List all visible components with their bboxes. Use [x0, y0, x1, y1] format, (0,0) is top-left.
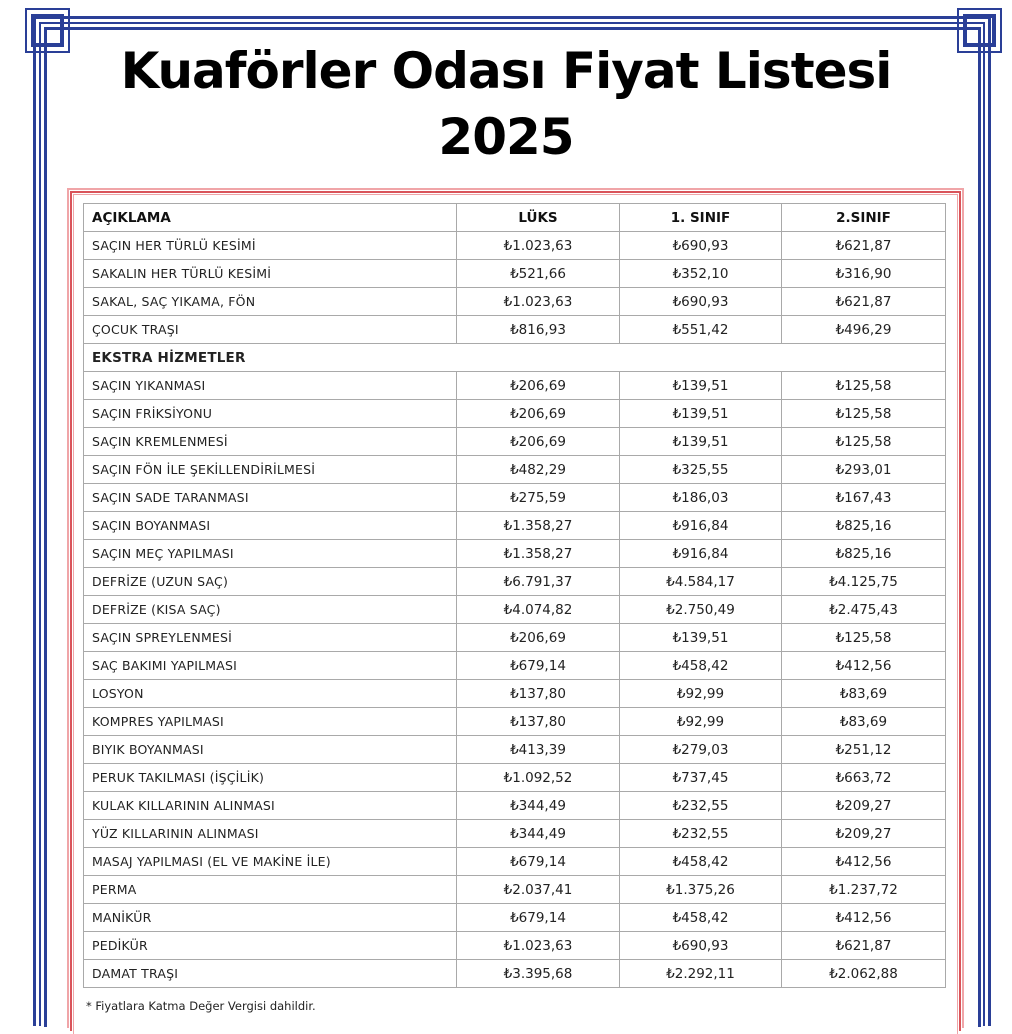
table-row [84, 428, 946, 456]
service-name: PERMA [84, 876, 457, 904]
price-sinif1: ₺2.750,49 [620, 596, 782, 624]
price-luks: ₺679,14 [457, 848, 620, 876]
price-luks: ₺1.358,27 [457, 512, 620, 540]
frame-line [962, 188, 964, 1028]
price-sinif1: ₺92,99 [620, 708, 782, 736]
table-row [84, 260, 946, 288]
frame-line [44, 27, 981, 30]
service-name: SAÇ BAKIMI YAPILMASI [84, 652, 457, 680]
service-name: MASAJ YAPILMASI (EL VE MAKİNE İLE) [84, 848, 457, 876]
table-row [84, 932, 946, 960]
price-sinif2: ₺83,69 [782, 708, 946, 736]
table-row [84, 764, 946, 792]
price-sinif1: ₺92,99 [620, 680, 782, 708]
price-sinif1: ₺186,03 [620, 484, 782, 512]
price-sinif1: ₺232,55 [620, 792, 782, 820]
service-name: LOSYON [84, 680, 457, 708]
price-sinif1: ₺232,55 [620, 820, 782, 848]
service-name: SAÇIN HER TÜRLÜ KESİMİ [84, 232, 457, 260]
service-name: SAKALIN HER TÜRLÜ KESİMİ [84, 260, 457, 288]
table-row [84, 848, 946, 876]
service-name: SAÇIN FÖN İLE ŞEKİLLENDİRİLMESİ [84, 456, 457, 484]
price-sinif2: ₺125,58 [782, 400, 946, 428]
price-table [83, 203, 946, 988]
title-line-2: 2025 [438, 108, 574, 166]
table-row [84, 316, 946, 344]
service-name: DEFRİZE (UZUN SAÇ) [84, 568, 457, 596]
price-sinif1: ₺2.292,11 [620, 960, 782, 988]
table-row [84, 372, 946, 400]
price-sinif2: ₺209,27 [782, 820, 946, 848]
frame-line [67, 188, 69, 1028]
price-luks: ₺2.037,41 [457, 876, 620, 904]
price-sinif1: ₺4.584,17 [620, 568, 782, 596]
service-name: KOMPRES YAPILMASI [84, 708, 457, 736]
price-luks: ₺275,59 [457, 484, 620, 512]
price-sinif2: ₺2.062,88 [782, 960, 946, 988]
frame-line [35, 16, 990, 19]
price-luks: ₺3.395,68 [457, 960, 620, 988]
service-name: SAÇIN YIKANMASI [84, 372, 457, 400]
price-luks: ₺206,69 [457, 624, 620, 652]
price-sinif2: ₺1.237,72 [782, 876, 946, 904]
table-row [84, 876, 946, 904]
price-luks: ₺137,80 [457, 708, 620, 736]
price-sinif1: ₺139,51 [620, 624, 782, 652]
frame-line [978, 27, 981, 1027]
frame-line [959, 191, 961, 1031]
price-sinif1: ₺139,51 [620, 428, 782, 456]
service-name: PERUK TAKILMASI (İŞÇİLİK) [84, 764, 457, 792]
price-sinif2: ₺316,90 [782, 260, 946, 288]
table-row [84, 708, 946, 736]
table-row [84, 820, 946, 848]
price-sinif2: ₺621,87 [782, 232, 946, 260]
price-sinif1: ₺737,45 [620, 764, 782, 792]
price-sinif1: ₺458,42 [620, 652, 782, 680]
table-row [84, 456, 946, 484]
table-row [84, 484, 946, 512]
frame-line [70, 191, 961, 193]
frame-line [44, 27, 47, 1027]
price-sinif2: ₺4.125,75 [782, 568, 946, 596]
price-sinif2: ₺167,43 [782, 484, 946, 512]
price-sinif1: ₺279,03 [620, 736, 782, 764]
column-header-sinif2: 2.SINIF [782, 204, 946, 232]
price-luks: ₺1.023,63 [457, 932, 620, 960]
price-sinif2: ₺412,56 [782, 652, 946, 680]
price-sinif1: ₺916,84 [620, 512, 782, 540]
price-luks: ₺344,49 [457, 792, 620, 820]
service-name: YÜZ KILLARININ ALINMASI [84, 820, 457, 848]
section-title-extra-services: EKSTRA HİZMETLER [84, 344, 946, 372]
price-luks: ₺1.023,63 [457, 232, 620, 260]
vat-footnote: * Fiyatlara Katma Değer Vergisi dahildir. [86, 999, 316, 1013]
price-sinif1: ₺551,42 [620, 316, 782, 344]
table-row [84, 288, 946, 316]
price-sinif2: ₺825,16 [782, 512, 946, 540]
price-sinif2: ₺83,69 [782, 680, 946, 708]
service-name: SAÇIN MEÇ YAPILMASI [84, 540, 457, 568]
service-name: SAÇIN BOYANMASI [84, 512, 457, 540]
price-luks: ₺1.358,27 [457, 540, 620, 568]
frame-line [73, 194, 74, 1034]
price-sinif2: ₺825,16 [782, 540, 946, 568]
page-title [40, 38, 972, 170]
section-header-row [84, 344, 946, 372]
price-luks: ₺137,80 [457, 680, 620, 708]
price-sinif1: ₺690,93 [620, 232, 782, 260]
price-luks: ₺679,14 [457, 904, 620, 932]
table-row [84, 568, 946, 596]
service-name: ÇOCUK TRAŞI [84, 316, 457, 344]
price-sinif2: ₺621,87 [782, 288, 946, 316]
frame-line [70, 191, 72, 1031]
table-row [84, 232, 946, 260]
price-sinif2: ₺496,29 [782, 316, 946, 344]
table-row [84, 652, 946, 680]
table-row [84, 540, 946, 568]
price-sinif1: ₺690,93 [620, 932, 782, 960]
price-sinif1: ₺325,55 [620, 456, 782, 484]
price-sinif2: ₺2.475,43 [782, 596, 946, 624]
table-row [84, 512, 946, 540]
frame-line [39, 22, 41, 1026]
table-row [84, 400, 946, 428]
table-row [84, 596, 946, 624]
price-sinif2: ₺125,58 [782, 428, 946, 456]
price-sinif1: ₺458,42 [620, 904, 782, 932]
price-sinif1: ₺458,42 [620, 848, 782, 876]
table-row [84, 960, 946, 988]
price-luks: ₺521,66 [457, 260, 620, 288]
price-luks: ₺679,14 [457, 652, 620, 680]
service-name: DEFRİZE (KISA SAÇ) [84, 596, 457, 624]
table-row [84, 792, 946, 820]
column-header-description: AÇIKLAMA [84, 204, 457, 232]
price-luks: ₺206,69 [457, 400, 620, 428]
frame-line [988, 16, 991, 1026]
service-name: BIYIK BOYANMASI [84, 736, 457, 764]
price-luks: ₺482,29 [457, 456, 620, 484]
frame-line [67, 188, 964, 190]
table-row [84, 624, 946, 652]
table-header-row [84, 204, 946, 232]
price-sinif2: ₺621,87 [782, 932, 946, 960]
price-sinif2: ₺125,58 [782, 372, 946, 400]
price-sinif1: ₺139,51 [620, 372, 782, 400]
price-sinif2: ₺293,01 [782, 456, 946, 484]
price-sinif1: ₺139,51 [620, 400, 782, 428]
price-luks: ₺6.791,37 [457, 568, 620, 596]
price-luks: ₺413,39 [457, 736, 620, 764]
price-sinif1: ₺690,93 [620, 288, 782, 316]
price-sinif2: ₺125,58 [782, 624, 946, 652]
frame-line [33, 16, 36, 1026]
column-header-luks: LÜKS [457, 204, 620, 232]
price-sinif1: ₺1.375,26 [620, 876, 782, 904]
service-name: SAKAL, SAÇ YIKAMA, FÖN [84, 288, 457, 316]
table-row [84, 680, 946, 708]
price-sinif2: ₺412,56 [782, 848, 946, 876]
price-luks: ₺816,93 [457, 316, 620, 344]
price-luks: ₺206,69 [457, 372, 620, 400]
price-sinif2: ₺663,72 [782, 764, 946, 792]
service-name: SAÇIN SPREYLENMESİ [84, 624, 457, 652]
price-sinif2: ₺412,56 [782, 904, 946, 932]
table-row [84, 904, 946, 932]
price-luks: ₺206,69 [457, 428, 620, 456]
column-header-sinif1: 1. SINIF [620, 204, 782, 232]
price-sinif2: ₺209,27 [782, 792, 946, 820]
price-luks: ₺344,49 [457, 820, 620, 848]
price-luks: ₺1.092,52 [457, 764, 620, 792]
title-line-1: Kuaförler Odası Fiyat Listesi [120, 42, 892, 100]
service-name: PEDİKÜR [84, 932, 457, 960]
service-name: SAÇIN FRİKSİYONU [84, 400, 457, 428]
price-luks: ₺4.074,82 [457, 596, 620, 624]
price-sinif1: ₺352,10 [620, 260, 782, 288]
frame-line [983, 22, 985, 1026]
frame-line [957, 194, 958, 1034]
price-luks: ₺1.023,63 [457, 288, 620, 316]
service-name: SAÇIN SADE TARANMASI [84, 484, 457, 512]
frame-line [40, 22, 985, 24]
service-name: KULAK KILLARININ ALINMASI [84, 792, 457, 820]
frame-line [73, 194, 958, 195]
price-sinif1: ₺916,84 [620, 540, 782, 568]
table-row [84, 736, 946, 764]
service-name: SAÇIN KREMLENMESİ [84, 428, 457, 456]
price-sinif2: ₺251,12 [782, 736, 946, 764]
service-name: DAMAT TRAŞI [84, 960, 457, 988]
service-name: MANİKÜR [84, 904, 457, 932]
